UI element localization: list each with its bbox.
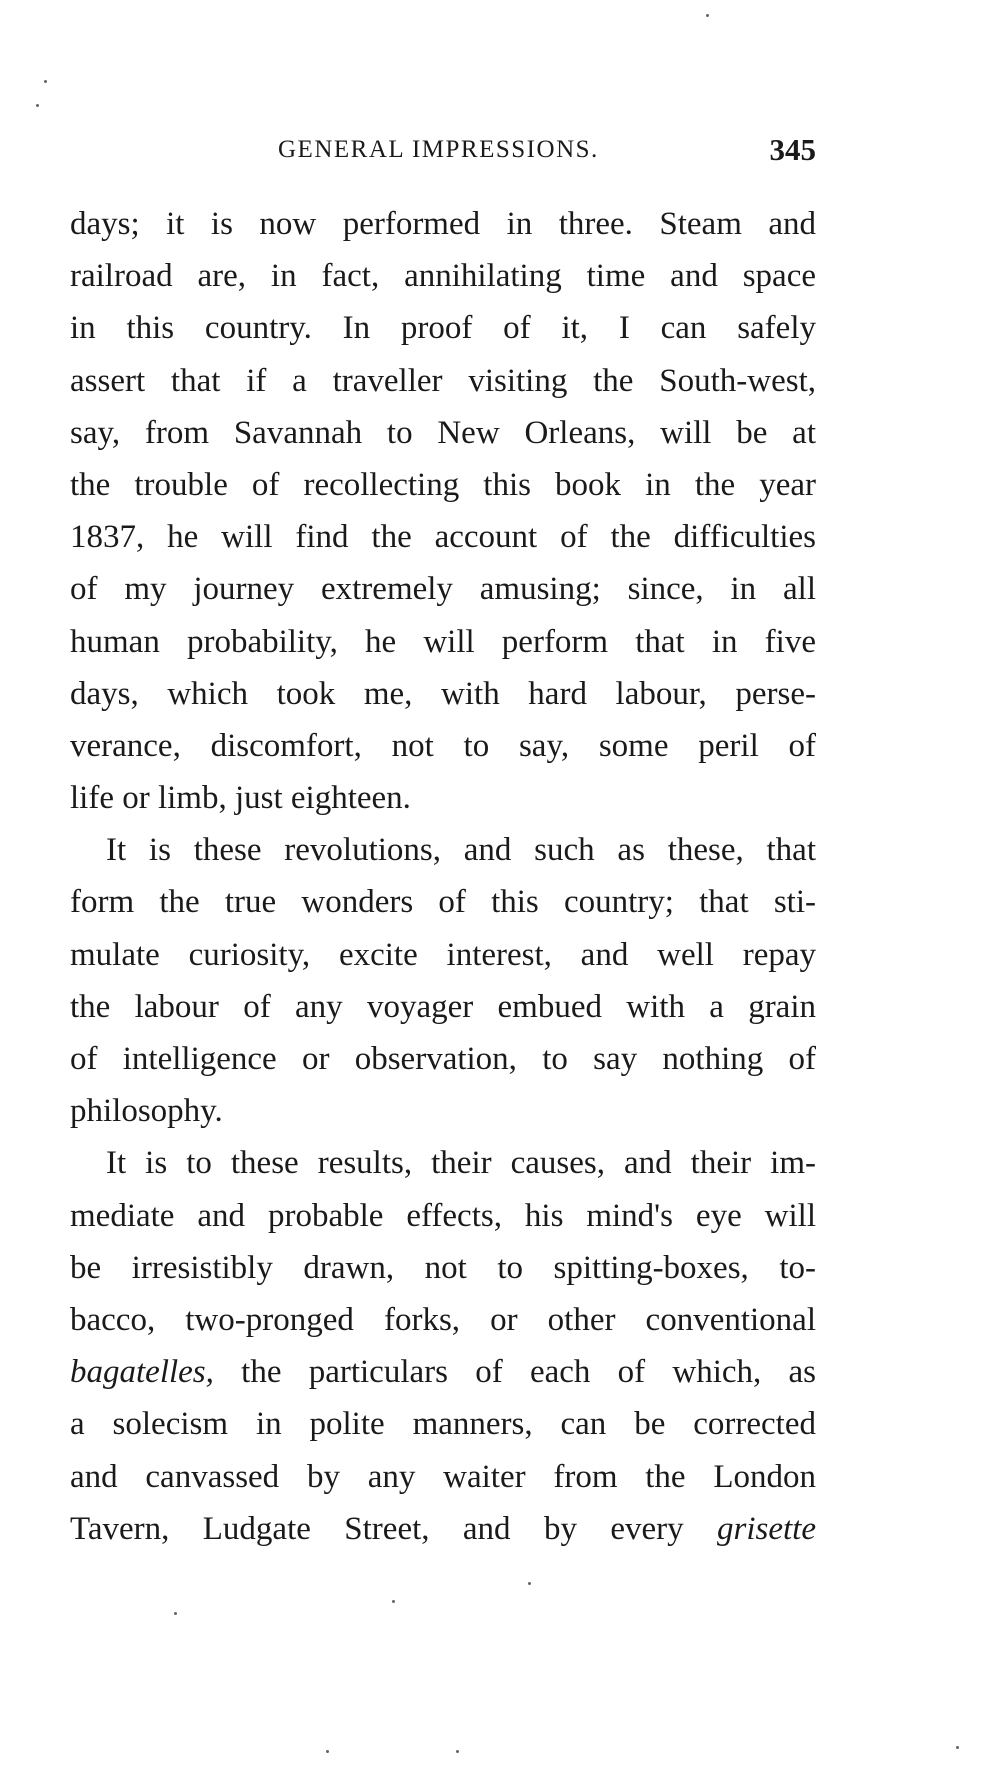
italic-word: grisette (717, 1510, 816, 1547)
text-line: and canvassed by any waiter from the London (70, 1458, 816, 1495)
text-line: mediate and probable effects, his mind's eye will (70, 1197, 816, 1234)
text-line: days, which took me, with hard labour, perse- (70, 675, 816, 712)
text-line: a solecism in polite manners, can be corrected (70, 1406, 816, 1443)
text-line: It is these revolutions, and such as these, that (106, 832, 816, 869)
text-span: Tavern, Ludgate Street, and by every (70, 1510, 718, 1547)
scan-speck (528, 1582, 531, 1585)
paragraph (70, 1137, 816, 1555)
text-line: say, from Savannah to New Orleans, will be at (70, 414, 816, 451)
text-line: It is to these results, their causes, and their im- (106, 1145, 816, 1182)
running-head (70, 132, 816, 176)
text-line: form the true wonders of this country; that sti- (70, 884, 816, 921)
text-line: verance, discomfort, not to say, some peril of (70, 727, 816, 764)
text-line: the labour of any voyager embued with a grain (70, 988, 816, 1025)
text-line: human probability, he will perform that in five (70, 623, 816, 660)
scan-speck (706, 14, 709, 17)
page-number: 345 (769, 132, 816, 167)
italic-word: bagatelles, (70, 1354, 214, 1391)
text-line: philosophy. (70, 1093, 223, 1130)
scan-speck (326, 1750, 329, 1753)
text-line (70, 1346, 816, 1398)
text-line: life or limb, just eighteen. (70, 780, 411, 817)
scan-speck (44, 80, 47, 83)
running-title: GENERAL IMPRESSIONS. (278, 136, 599, 163)
text-line: of intelligence or observation, to say nothing of (70, 1041, 816, 1077)
body-text (70, 198, 816, 1555)
text-line: mulate curiosity, excite interest, and well repay (70, 936, 816, 973)
text-line: 1837, he will find the account of the difficulties (70, 519, 816, 556)
text-line: in this country. In proof of it, I can safely (70, 310, 816, 347)
paragraph (70, 824, 816, 1137)
text-line: be irresistibly drawn, not to spitting-boxes, to- (70, 1249, 816, 1286)
text-line: railroad are, in fact, annihilating time and space (70, 258, 816, 295)
scan-speck (456, 1750, 459, 1753)
text-line: assert that if a traveller visiting the South-west, (70, 362, 816, 399)
scan-speck (174, 1612, 177, 1615)
text-line: days; it is now performed in three. Steam and (70, 206, 816, 242)
text-line (70, 1503, 816, 1555)
scan-speck (956, 1746, 959, 1749)
paragraph (70, 198, 816, 824)
text-line: of my journey extremely amusing; since, in all (70, 571, 816, 608)
text-span: the particulars of each of which, as (213, 1354, 816, 1391)
text-line: bacco, two-pronged forks, or other conventional (70, 1301, 816, 1338)
text-line: the trouble of recollecting this book in the year (70, 466, 816, 503)
scan-speck (36, 104, 39, 107)
scan-speck (392, 1600, 395, 1603)
